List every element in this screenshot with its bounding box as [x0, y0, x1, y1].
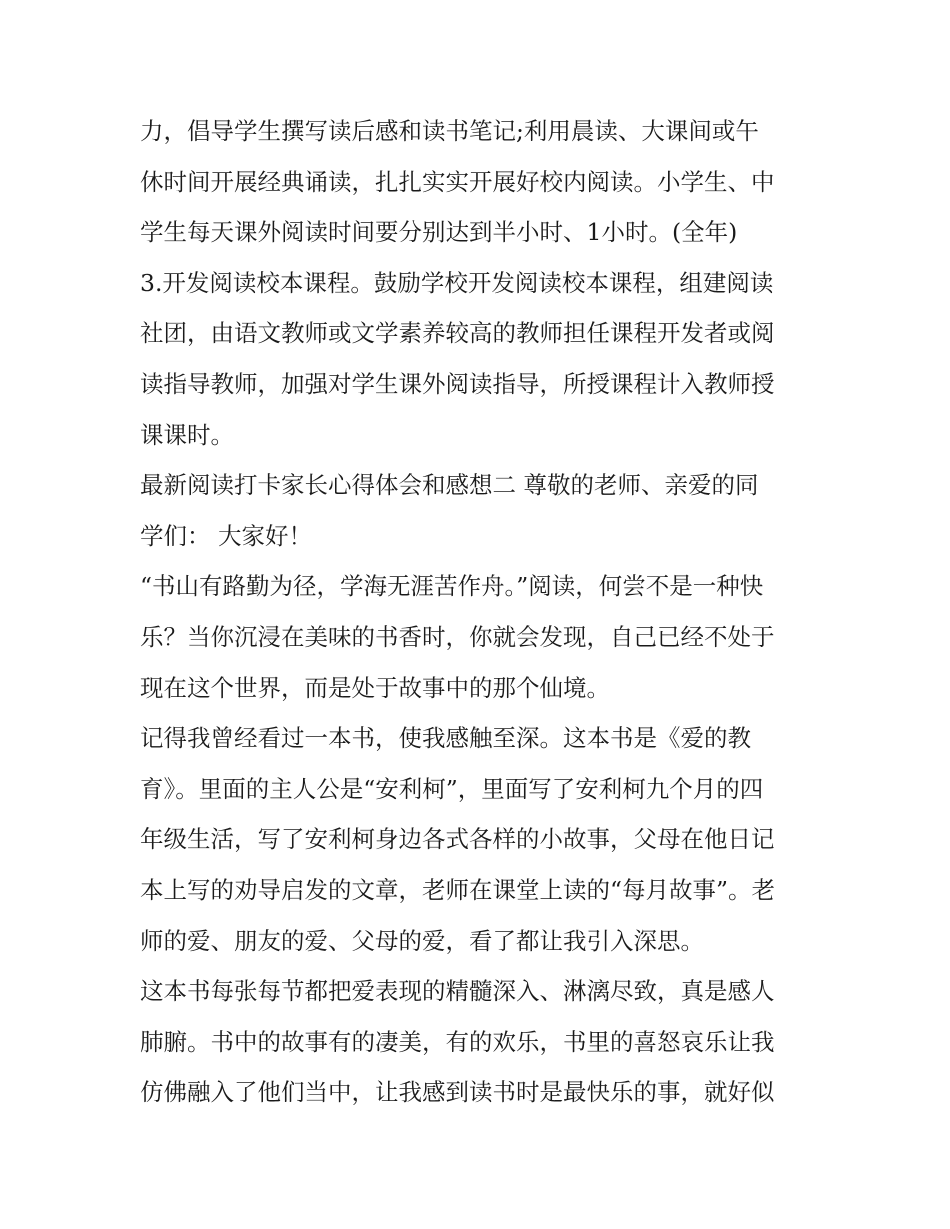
text-line: 乐？当你沉浸在美味的书香时，你就会发现，自己已经不处于: [140, 622, 775, 651]
text-line: 学们： 大家好！: [140, 521, 312, 550]
text-line: 现在这个世界，而是处于故事中的那个仙境。: [140, 673, 610, 702]
body-text: [140, 106, 820, 1118]
text-line: 休时间开展经典诵读，扎扎实实开展好校内阅读。小学生、中: [140, 167, 775, 196]
text-line: 社团，由语文教师或文学素养较高的教师担任课程开发者或阅: [140, 319, 775, 348]
text-line: 年级生活，写了安利柯身边各式各样的小故事，父母在他日记: [140, 825, 775, 854]
text-line: 仿佛融入了他们当中，让我感到读书时是最快乐的事，就好似: [140, 1078, 775, 1107]
text-line: 这本书每张每节都把爱表现的精髓深入、淋漓尽致，真是感人: [140, 977, 775, 1006]
text-line: 3.开发阅读校本课程。鼓励学校开发阅读校本课程，组建阅读: [140, 268, 774, 297]
text-line: 课课时。: [140, 420, 234, 449]
text-line: 学生每天课外阅读时间要分别达到半小时、1小时。(全年): [140, 218, 738, 247]
text-line: 记得我曾经看过一本书，使我感触至深。这本书是《爱的教: [140, 724, 751, 753]
text-line: 肺腑。书中的故事有的凄美，有的欢乐，书里的喜怒哀乐让我: [140, 1027, 775, 1056]
text-line: 育》。里面的主人公是“安利柯”，里面写了安利柯九个月的四: [140, 774, 764, 803]
text-line: 力，倡导学生撰写读后感和读书笔记;利用晨读、大课间或午: [140, 117, 759, 145]
text-line: 最新阅读打卡家长心得体会和感想二 尊敬的老师、亲爱的同: [140, 471, 759, 500]
text-line: 读指导教师，加强对学生课外阅读指导，所授课程计入教师授: [140, 369, 775, 398]
text-line: 师的爱、朋友的爱、父母的爱，看了都让我引入深思。: [140, 926, 704, 955]
text-line: 本上写的劝导启发的文章，老师在课堂上读的“每月故事”。老: [140, 875, 776, 904]
text-line: “书山有路勤为径，学海无涯苦作舟。”阅读，何尝不是一种快: [140, 572, 764, 601]
